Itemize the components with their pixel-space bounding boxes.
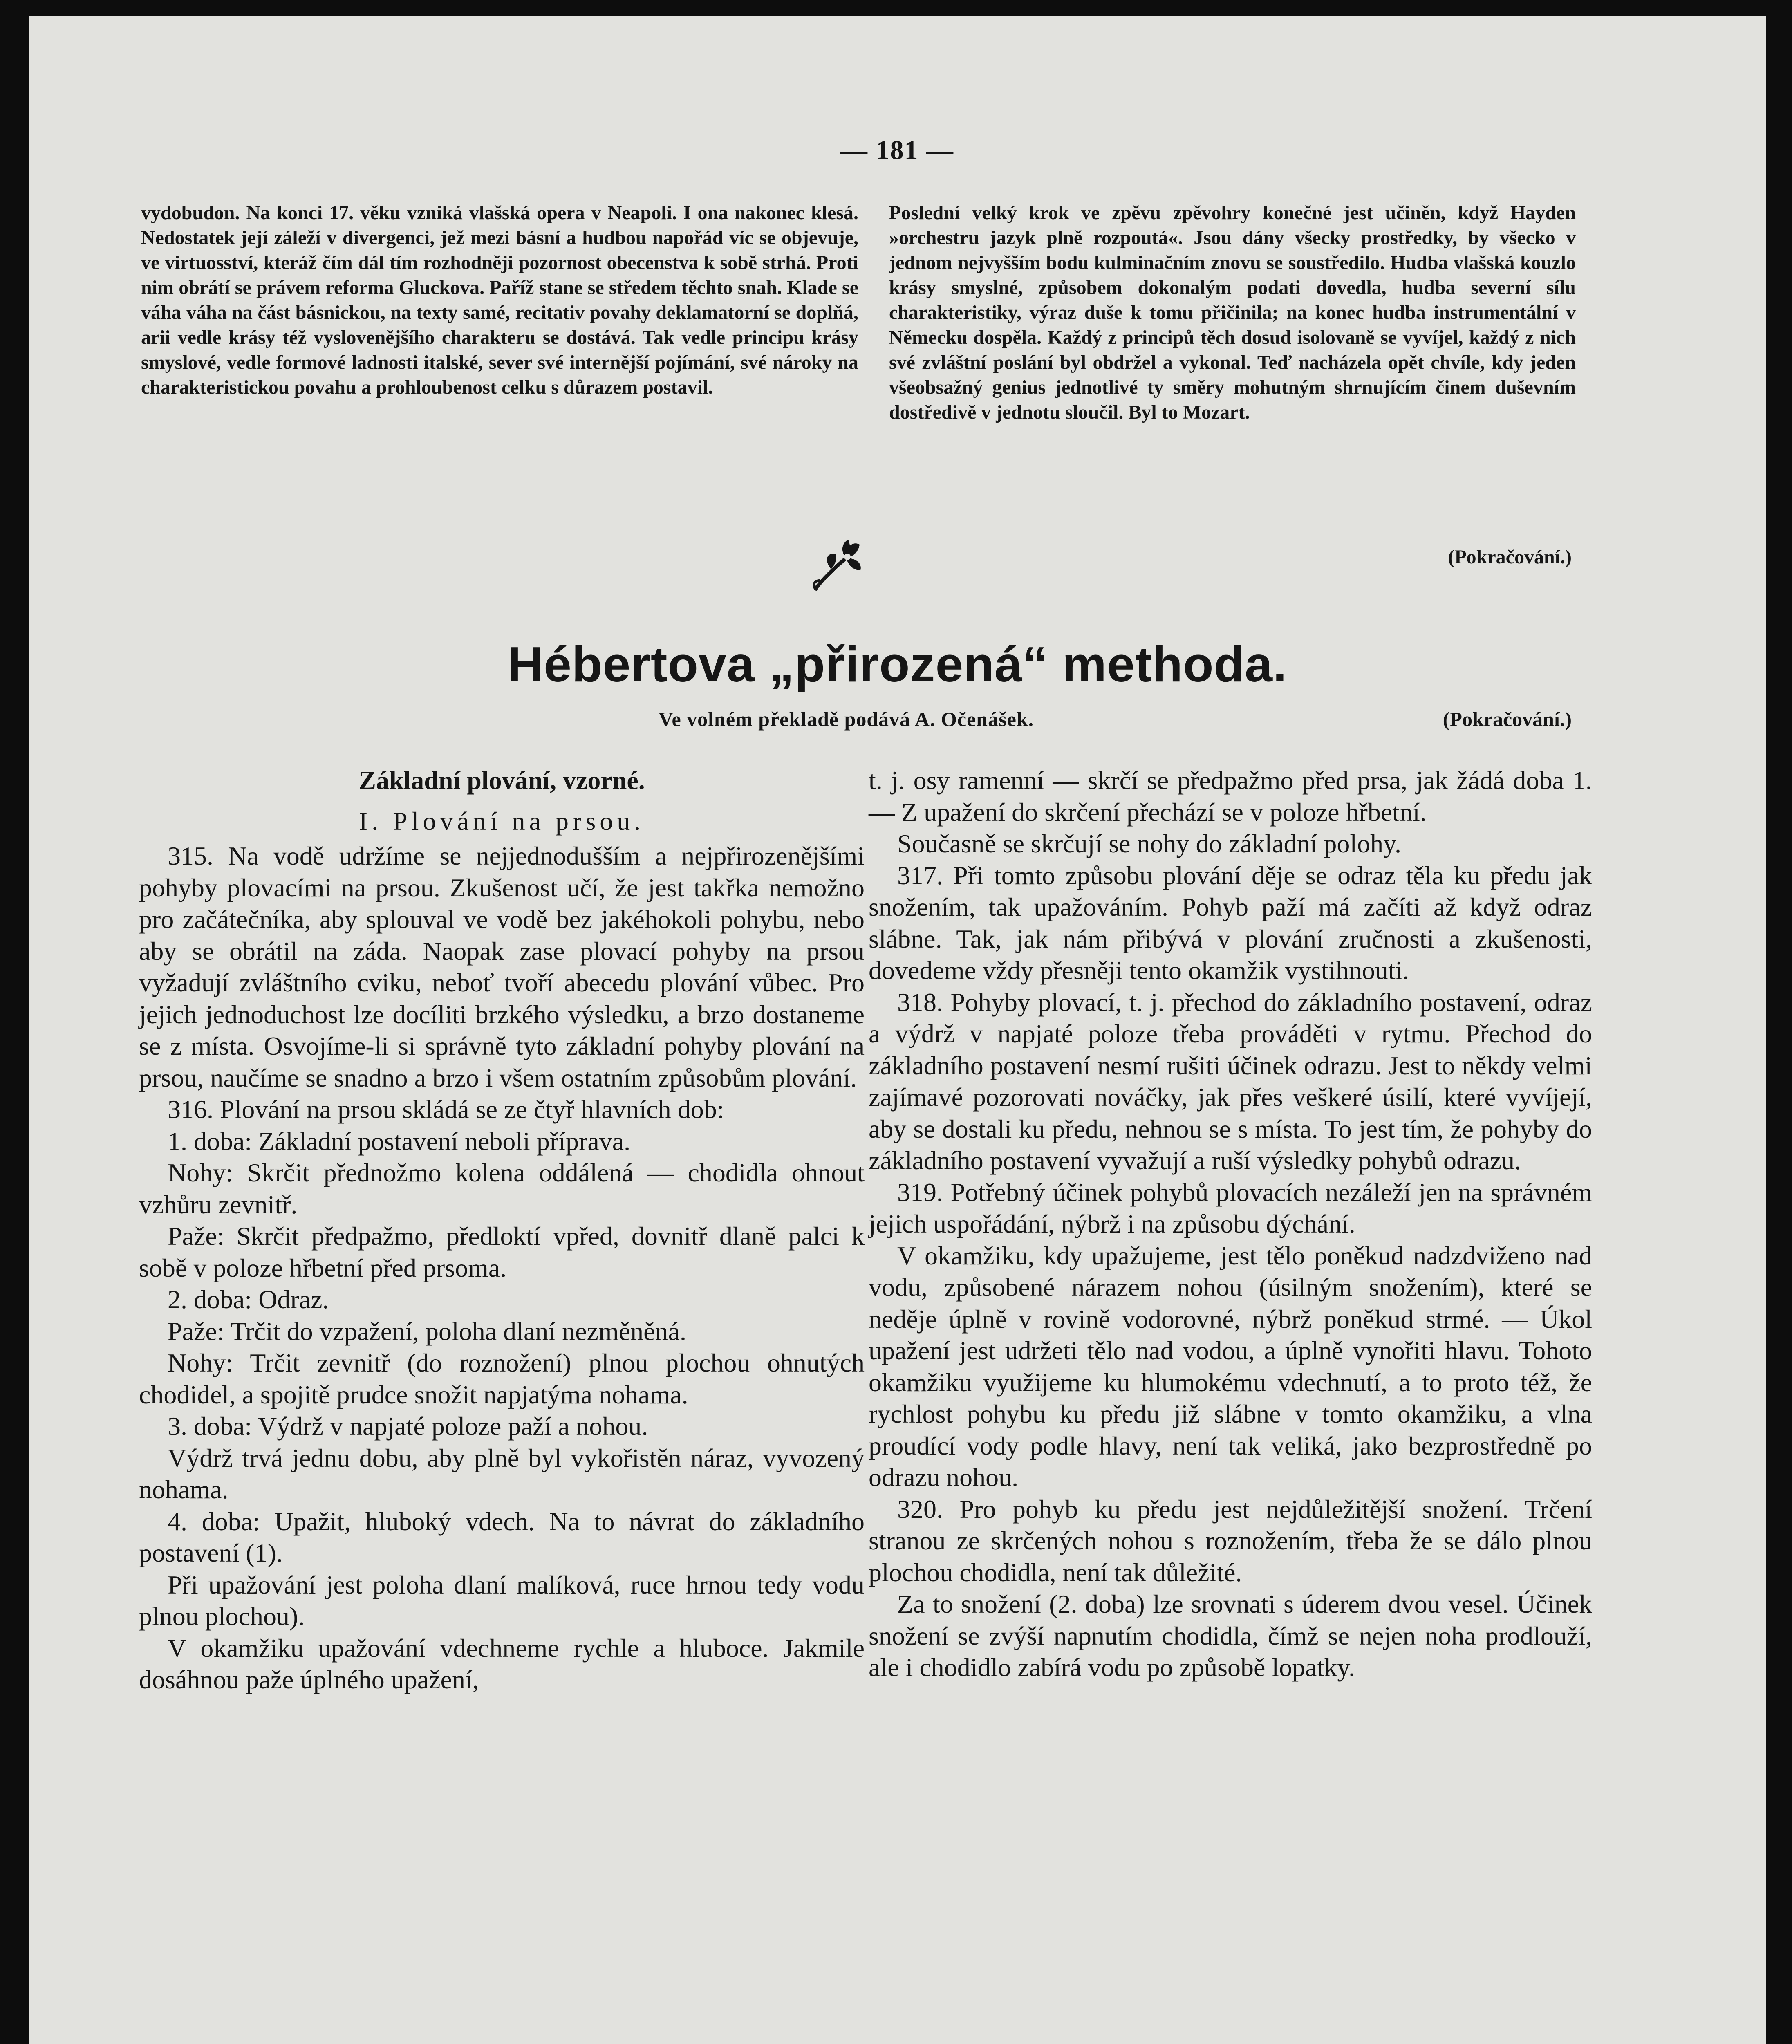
- paragraph: Paže: Trčit do vzpažení, poloha dlaní nezměněná.: [168, 1316, 686, 1346]
- previous-article-paragraph-right: Poslední velký krok ve zpěvu zpěvohry konečné jest učiněn, když Hayden »orchestru jazyk plně rozpoutá«. Jsou dány všecky prostředky, by všecko v jednom nejvyšším bodu kulminačním znovu se soustředilo. Hudba vlašská kouzlo krásy smyslné, způsobem dokonalým podati dovedla, hudba severní sílu charakteristiky, výraz duše k tomu přičinila; na konec hudba instrumentální v Německu dospěla. Každý z principů těch dosud isolovaně se vyvíjel, každý z nich své zvláštní poslání byl obdržel a vykonal. Teď nacházela opět chvíle, kdy jeden všeobsažný genius jednotlivé ty směry mohutným shrnujícím činem duševním dostředivě v jednotu sloučil. Byl to Mozart.: [889, 202, 1576, 423]
- page-number: — 181 —: [840, 135, 954, 165]
- previous-article-paragraph-left: vydobudon. Na konci 17. věku vzniká vlašská opera v Neapoli. I ona nakonec klesá. Nedostatek její záleží v divergenci, jež mezi básní a hudbou napořád víc se objevuje, ve virtuosství, kteráž čím dál tím rozhodněji pozornost obecenstva k sobě strhá. Proti nim obrátí se právem reforma Gluckova. Paříž stane se středem těchto snah. Klade se váha váha na část básnickou, na texty samé, recitativ povahy deklamatorní se doplňá, arii vedle krásy též vyslovenějšího charakteru se dostává. Tak vedle principu krásy smyslové, vedle formové ladnosti italské, sever své internější pojímání, své nároky na charakteristickou povahu a prohloubenost celku s důrazem postavil.: [141, 202, 858, 398]
- paragraph: Paže: Skrčit předpažmo, předloktí vpřed, dovnitř dlaně palci k sobě v poloze hřbetní před prsoma.: [139, 1221, 865, 1282]
- paragraph: Nohy: Skrčit přednožmo kolena oddálená — chodidla ohnout vzhůru zevnitř.: [139, 1158, 865, 1219]
- paragraph: Za to snožení (2. doba) lze srovnati s úderem dvou vesel. Účinek snožení se zvýší napnutím chodidla, čímž se nejen noha prodlouží, ale i chodidlo zabírá vodu po způsobě lopatky.: [869, 1589, 1592, 1682]
- paragraph: 320. Pro pohyb ku předu jest nejdůležitější snožení. Trčení stranou ze skrčených nohou s roznožením, třeba že se dálo plnou plochou chodidla, není tak důležité.: [869, 1494, 1592, 1587]
- paragraph: 1. doba: Základní postavení neboli příprava.: [168, 1126, 631, 1156]
- paragraph: Při upažování jest poloha dlaní malíková, ruce hrnou tedy vodu plnou plochou).: [139, 1570, 865, 1631]
- paragraph: V okamžiku, kdy upažujeme, jest tělo poněkud nadzdviženo nad vodu, způsobené nárazem nohou (úsilným snožením), které se neděje úplně v rovině vodorovné, nýbrž poněkud strmé. — Úkol upažení jest udržeti tělo nad vodou, a úplně vynořiti hlavu. Tohoto okamžiku využijeme ku hlumokému vdechnutí, a to proto též, že rychlost pohybu ku předu již slábne v tomto okamžiku, a vlna proudící vody podle hlavy, není tak veliká, jako bezprostředně po odrazu nohou.: [869, 1241, 1592, 1492]
- paragraph: t. j. osy ramenní — skrčí se předpažmo před prsa, jak žádá doba 1. — Z upažení do skrčení přechází se v poloze hřbetní.: [869, 766, 1592, 827]
- article-column-right: [869, 764, 1592, 1683]
- paragraph: 3. doba: Výdrž v napjaté poloze paží a nohou.: [168, 1412, 648, 1441]
- scanned-page: [29, 16, 1766, 2044]
- paragraph: 316. Plování na prsou skládá se ze čtyř hlavních dob:: [168, 1095, 724, 1124]
- paragraph: 319. Potřebný účinek pohybů plovacích nezáleží jen na správném jejich uspořádání, nýbrž i na způsobu dýchání.: [869, 1177, 1592, 1238]
- paragraph: V okamžiku upažování vdechneme rychle a hluboce. Jakmile dosáhnou paže úplného upažení,: [139, 1633, 865, 1694]
- paragraph: 317. Při tomto způsobu plování děje se odraz těla ku předu jak snožením, tak upažováním. Pohyb paží má začíti až když odraz slábne. Tak, jak nám přibývá v plování zručnosti a zkušenosti, dovedeme vždy přesněji tento okamžik vystihnouti.: [869, 861, 1592, 985]
- paragraph: Současně se skrčují se nohy do základní polohy.: [897, 829, 1401, 858]
- paragraph: Výdrž trvá jednu dobu, aby plně byl vykořistěn náraz, vyvozený nohama.: [139, 1443, 865, 1504]
- paragraph: 318. Pohyby plovací, t. j. přechod do základního postavení, odraz a výdrž v napjaté poloze třeba prováděti v rytmu. Přechod do základního postavení nesmí rušiti účinek odrazu. Jest to někdy velmi zajímavé pozorovati nováčky, jak přes veškeré úsilí, které vyvíjejí, aby se dostali ku předu, nehnou se s místa. To jest tím, že pohyby do základního postavení vyvažují a ruší výsledky pohybů odrazu.: [869, 987, 1592, 1175]
- previous-article-continued-note: (Pokračování.): [1448, 546, 1572, 568]
- article-column-left: [139, 764, 865, 1696]
- previous-article-column-left: [141, 200, 858, 400]
- section-heading: Základní plování, vzorné.: [358, 766, 645, 795]
- paragraph: 2. doba: Odraz.: [168, 1285, 329, 1314]
- paragraph: 315. Na vodě udržíme se nejjednodušším a nejpřirozenějšími pohyby plovacími na prsou. Zkušenost učí, že jest takřka nemožno pro začátečníka, aby splouval ve vodě bez jakéhokoli pohybu, nebo aby se obrátil na záda. Naopak zase plovací pohyby na prsou vyžadují zvláštního cviku, neboť tvoří abecedu plování vůbec. Pro jejich jednoduchost lze docíliti brzkého výsledku, a brzo dostaneme se z místa. Osvojíme-li si správně tyto základní pohyby plování na prsou, naučíme se snadno a brzo i všem ostatním způsobům plování.: [139, 841, 865, 1092]
- flower-ornament-icon: [807, 536, 869, 597]
- article-continued-note: (Pokračování.): [1443, 708, 1572, 731]
- paragraph: Nohy: Trčit zevnitř (do roznožení) plnou plochou ohnutých chodidel, a spojitě prudce snožit napjatýma nohama.: [139, 1348, 865, 1409]
- paragraph: 4. doba: Upažit, hluboký vdech. Na to návrat do základního postavení (1).: [139, 1506, 865, 1567]
- article-byline: Ve volném překladě podává A. Očenášek.: [658, 708, 1034, 731]
- sub-heading: I. Plování na prsou.: [358, 806, 645, 836]
- previous-article-column-right: [889, 200, 1576, 425]
- article-title: Hébertova „přirozená“ methoda.: [507, 637, 1287, 692]
